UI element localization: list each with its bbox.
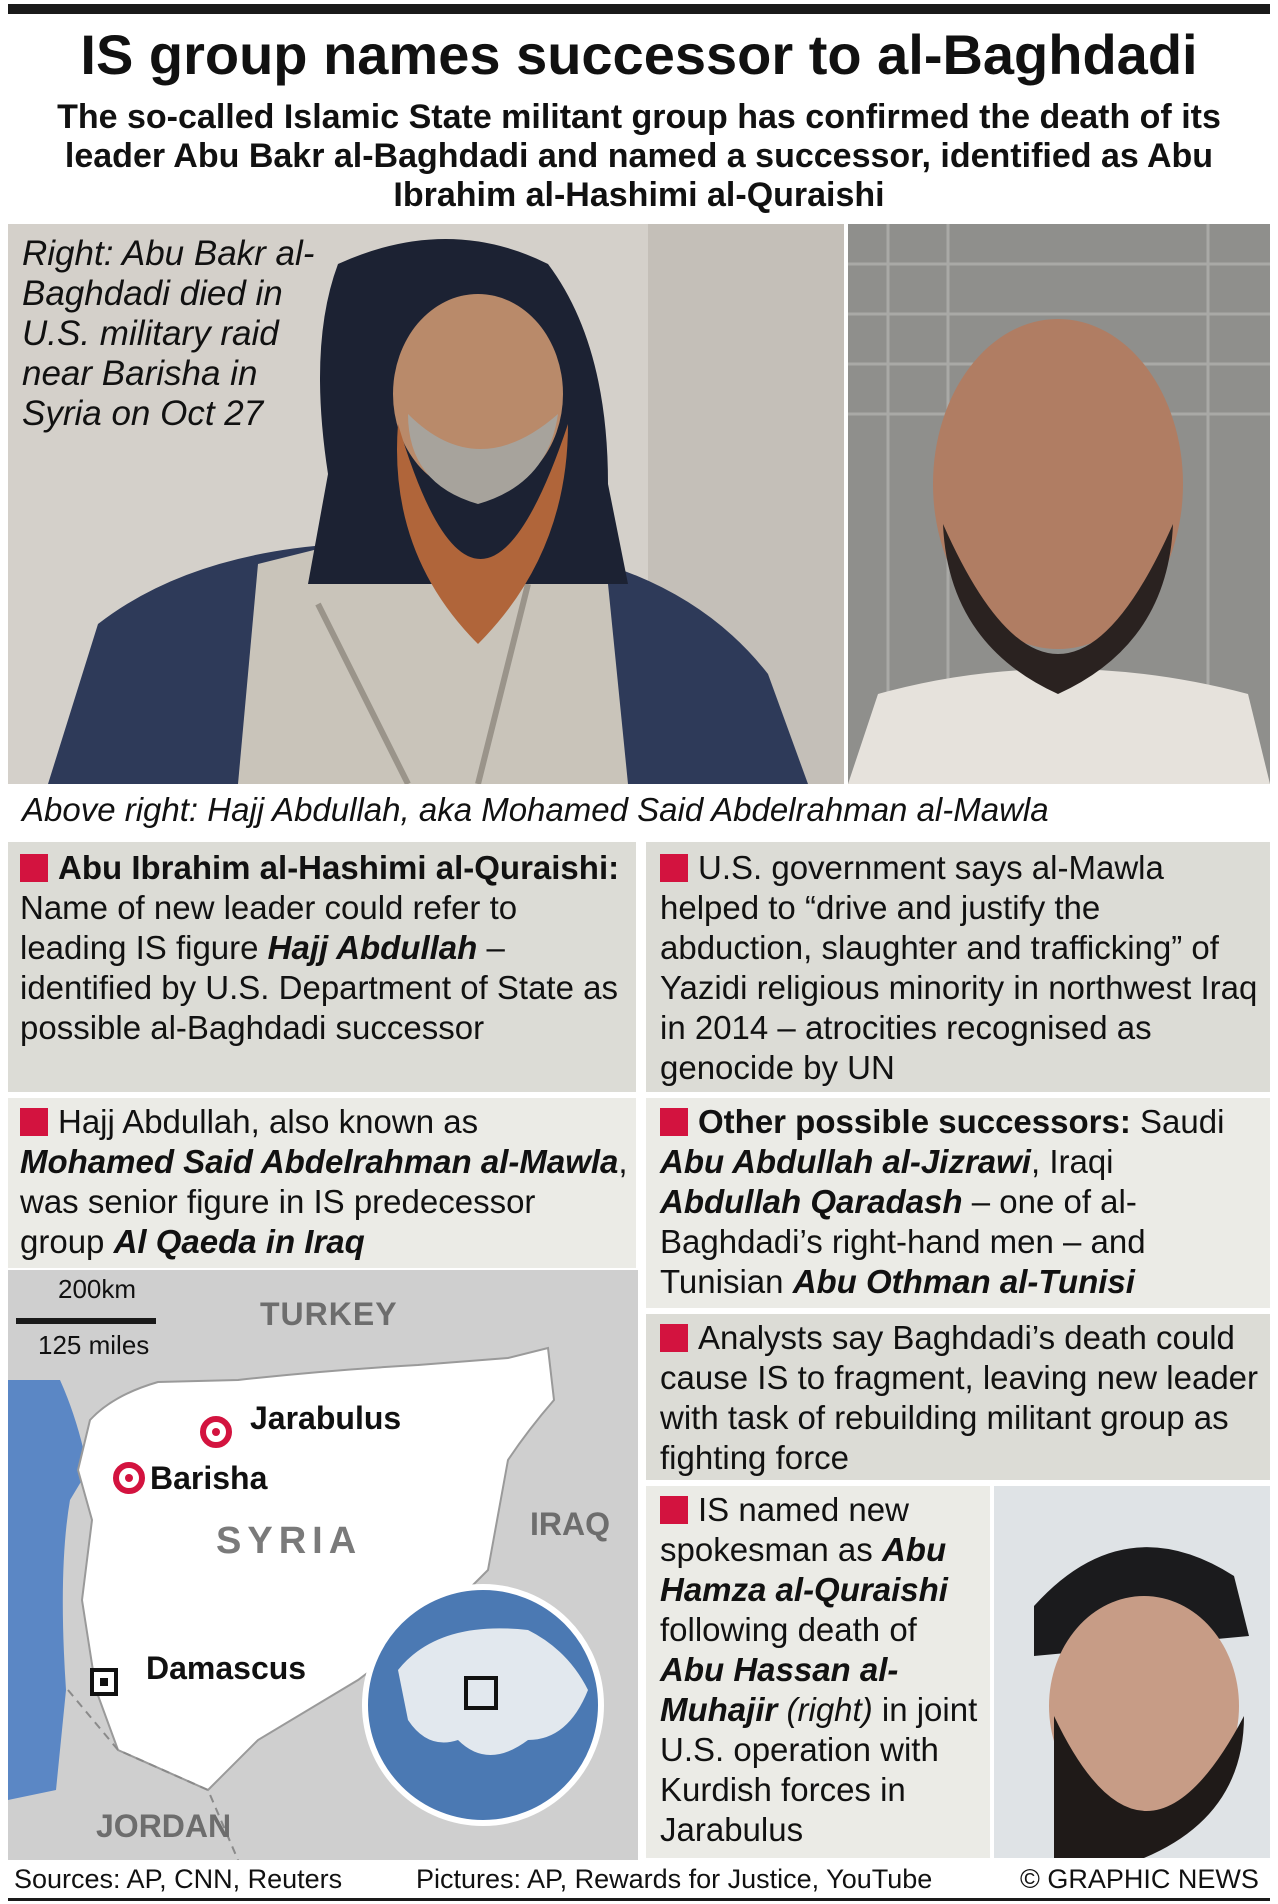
panel-text [20, 848, 628, 1048]
panel-text-part: – one of al-Baghdadi’s right-hand men – and Tunisian [660, 1183, 1146, 1300]
hajj-abdullah-photo [848, 224, 1270, 784]
page-subtitle: The so-called Islamic State militant group has confirmed the death of its leader Abu Bakr al-Baghdadi and named a successor, identified as Abu Ibrahim al-Hashimi al-Quraishi [57, 98, 1221, 214]
panel-text [660, 1318, 1260, 1478]
panel-emphasis: Hajj Abdullah [267, 929, 478, 966]
scale-miles-label: 125 miles [38, 1330, 150, 1360]
panel-lead: Other possible successors: [698, 1103, 1131, 1140]
footer-credit: © GRAPHIC NEWS [1020, 1864, 1259, 1894]
panel-text-part: following death of [660, 1611, 917, 1648]
footer-pictures: Pictures: AP, Rewards for Justice, YouTube [416, 1864, 933, 1894]
scale-km-label: 200km [58, 1274, 137, 1304]
panel-text-part: in joint U.S. operation with Kurdish forces in Jarabulus [660, 1691, 978, 1848]
syria-map [8, 1270, 638, 1860]
panel-text-part: Analysts say Baghdadi’s death could cause IS to fragment, leaving new leader with task of rebuilding militant group as fighting force [660, 1319, 1259, 1476]
panel-text-part: Hajj Abdullah, also known as [58, 1103, 479, 1140]
page-title: IS group names successor to al-Baghdadi [80, 23, 1198, 86]
panel-emphasis: Abu Hamza al-Quraishi [660, 1531, 948, 1608]
photo-caption-right: Right: Abu Bakr al-Baghdadi died in U.S. military raid near Barisha in Syria on Oct 27 [22, 234, 315, 433]
panel-text-part: Saudi [1130, 1103, 1225, 1140]
panel-text-part: , Iraqi [1030, 1143, 1114, 1180]
panel-text-part: IS named new spokesman as [660, 1491, 909, 1568]
bullet-square-icon [20, 1108, 48, 1136]
info-panel-new-leader [8, 842, 636, 1092]
photo-caption-above-right: Above right: Hajj Abdullah, aka Mohamed Said Abdelrahman al-Mawla [22, 791, 1049, 828]
barisha-label: Barisha [150, 1460, 268, 1496]
syria-label: SYRIA [216, 1520, 363, 1562]
panel-text [660, 1490, 986, 1850]
jarabulus-label: Jarabulus [250, 1400, 402, 1436]
info-panel-analysts [646, 1314, 1270, 1480]
panel-text [660, 1102, 1260, 1302]
top-rule [8, 4, 1270, 14]
map-scale-bar [16, 1318, 156, 1324]
bullet-square-icon [660, 854, 688, 882]
footer-sources: Sources: AP, CNN, Reuters [14, 1864, 343, 1894]
panel-emphasis: Abu Hassan al-Muhajir [660, 1651, 899, 1728]
info-panel-hajj-abdullah [8, 1098, 636, 1268]
panel-text-part: (right) [777, 1691, 873, 1728]
panel-emphasis: Abdullah Qaradash [660, 1183, 963, 1220]
panel-text-part: U.S. government says al-Mawla helped to “drive and justify the abduction, slaughter and trafficking” of Yazidi religious minority in northwest Iraq in 2014 – atrocities recognised as genocide by UN [660, 849, 1258, 1086]
damascus-label: Damascus [146, 1650, 307, 1686]
panel-emphasis: Al Qaeda in Iraq [113, 1223, 365, 1260]
panel-lead: Abu Ibrahim al-Hashimi al-Quraishi: [58, 849, 620, 886]
turkey-label: TURKEY [260, 1296, 398, 1332]
bottom-rule [8, 1898, 1270, 1901]
bullet-square-icon [660, 1496, 688, 1524]
panel-text-part: – identified by U.S. Department of State as possible al-Baghdadi successor [20, 929, 618, 1046]
panel-emphasis: Abu Abdullah al-Jizrawi [660, 1143, 1031, 1180]
panel-text [20, 1102, 628, 1262]
info-panel-other-successors [646, 1098, 1270, 1308]
panel-emphasis: Mohamed Said Abdelrahman al-Mawla [20, 1143, 619, 1180]
panel-text-part: , was senior figure in IS predecessor group [20, 1143, 628, 1260]
info-panel-spokesman [646, 1486, 990, 1858]
jordan-label: JORDAN [96, 1808, 232, 1844]
panel-emphasis: Abu Othman al-Tunisi [792, 1263, 1135, 1300]
iraq-label: IRAQ [530, 1506, 610, 1542]
info-panel-yazidi [646, 842, 1270, 1092]
bullet-square-icon [660, 1324, 688, 1352]
panel-text-part: Name of new leader could refer to leading IS figure [20, 889, 518, 966]
panel-text [660, 848, 1260, 1088]
al-muhajir-photo [994, 1486, 1270, 1858]
bullet-square-icon [20, 854, 48, 882]
bullet-square-icon [660, 1108, 688, 1136]
